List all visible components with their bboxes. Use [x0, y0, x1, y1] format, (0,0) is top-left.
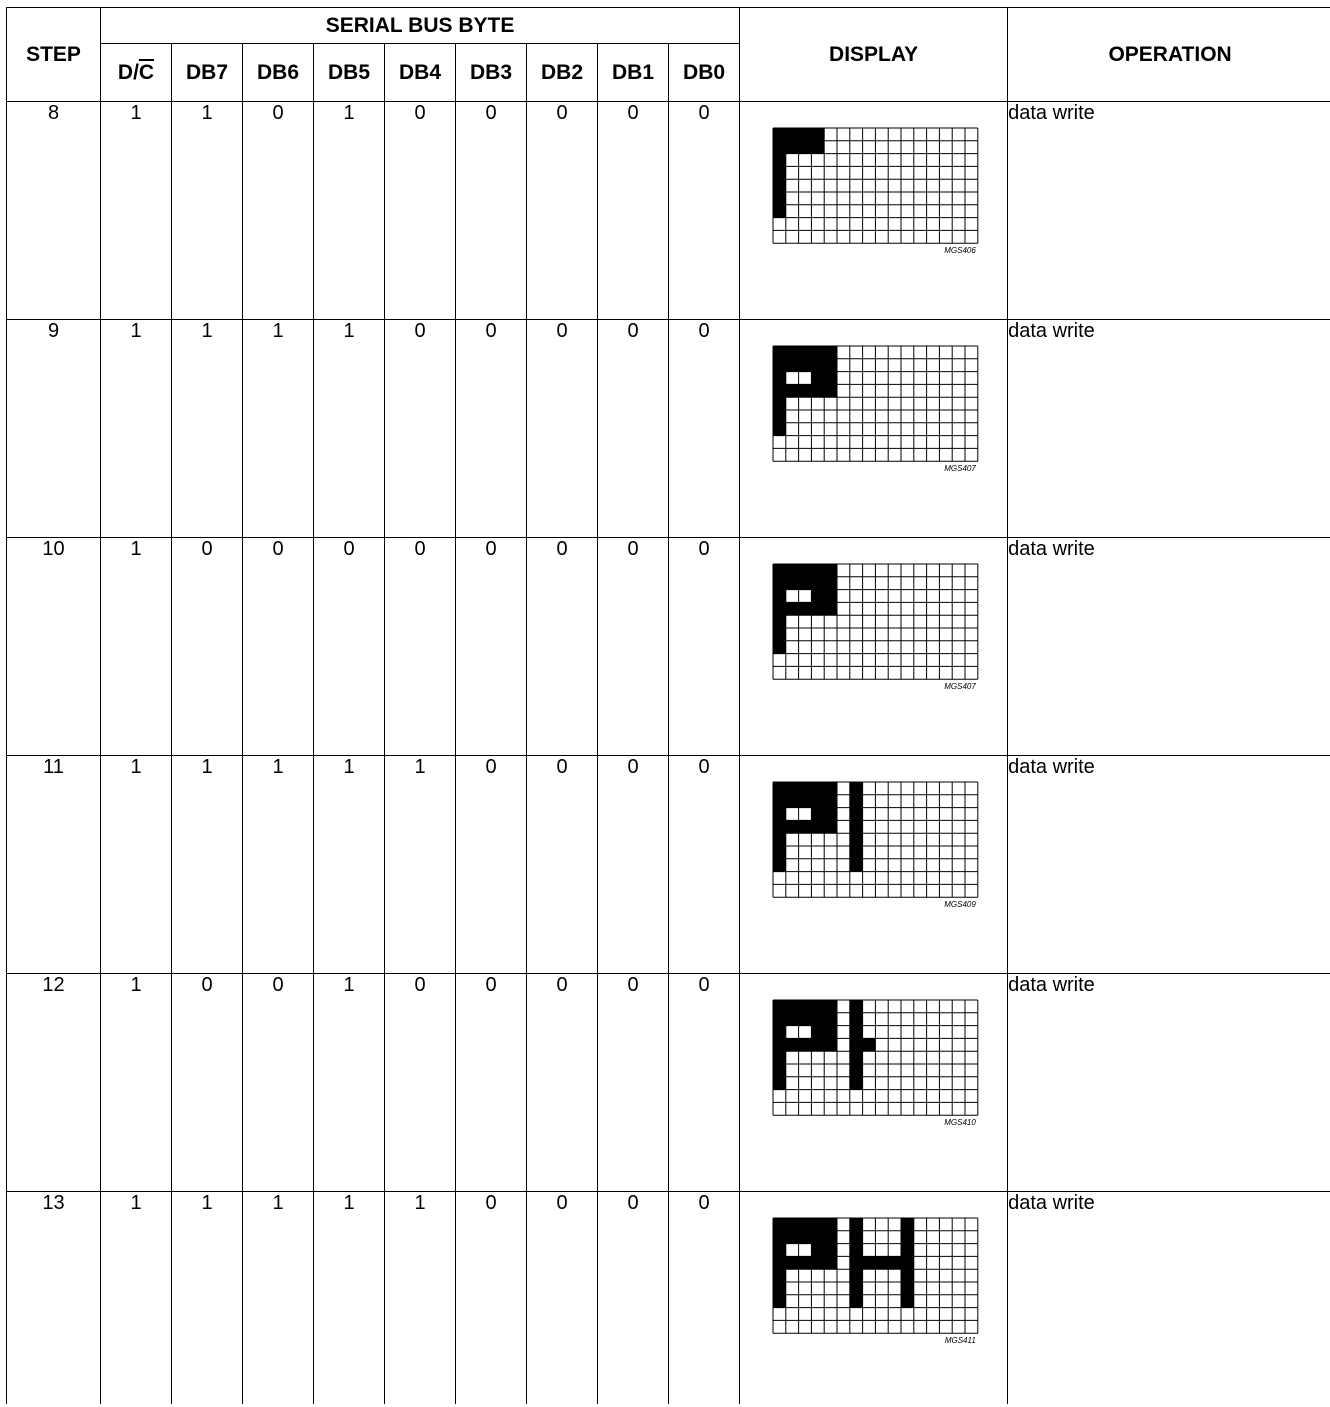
lcd-pixel-on [850, 1064, 863, 1077]
header-operation: OPERATION [1008, 8, 1330, 102]
lcd-pixel-on [901, 1295, 914, 1308]
lcd-pixel-on [850, 833, 863, 846]
db0-cell: 0 [669, 102, 740, 320]
lcd-pixel-on [850, 1295, 863, 1308]
lcd-pixel-on [901, 1244, 914, 1257]
lcd-pixel-on [786, 346, 799, 359]
lcd-pixel-on [799, 359, 812, 372]
lcd-pixel-on [773, 128, 786, 141]
db0-cell: 0 [669, 320, 740, 538]
db6-cell: 0 [243, 538, 314, 756]
header-db3: DB3 [456, 44, 527, 102]
header-dc [101, 44, 172, 102]
lcd-pixel-on [773, 1244, 786, 1257]
lcd-pixel-on [799, 795, 812, 808]
lcd-pixel-on [811, 1038, 824, 1051]
lcd-pixel-on [811, 808, 824, 821]
lcd-pixel-on [799, 1013, 812, 1026]
lcd-pixel-on [773, 141, 786, 154]
display-figure-label: MGS410 [944, 1118, 976, 1128]
lcd-pixel-on [799, 782, 812, 795]
db1-cell: 0 [598, 1192, 669, 1404]
dc-cell: 1 [101, 974, 172, 1192]
step-cell: 8 [7, 102, 101, 320]
lcd-pixel-on [824, 1231, 837, 1244]
step-cell: 13 [7, 1192, 101, 1404]
display-figure-label: MGS409 [944, 900, 976, 910]
lcd-pixel-on [811, 384, 824, 397]
lcd-pixel-on [773, 808, 786, 821]
lcd-pixel-on [786, 1256, 799, 1269]
db0-cell: 0 [669, 538, 740, 756]
lcd-pixel-on [850, 1282, 863, 1295]
lcd-pixel-on [811, 782, 824, 795]
lcd-pixel-on [773, 795, 786, 808]
lcd-pixel-on [850, 1269, 863, 1282]
header-db4: DB4 [385, 44, 456, 102]
lcd-pixel-on [824, 1038, 837, 1051]
lcd-pixel-on [773, 397, 786, 410]
lcd-pixel-on [786, 1000, 799, 1013]
db7-cell: 1 [172, 756, 243, 974]
lcd-pixel-on [850, 1256, 863, 1269]
lcd-pixel-on [773, 179, 786, 192]
lcd-pixel-on [773, 1218, 786, 1231]
header-dc-bar: $\overline{C}$ [138, 60, 155, 84]
lcd-pixel-on [850, 1077, 863, 1090]
lcd-pixel-on [811, 372, 824, 385]
db5-cell: 1 [314, 1192, 385, 1404]
display-figure-label: MGS406 [944, 246, 976, 256]
display-cell [740, 756, 1008, 974]
lcd-pixel-on [773, 1051, 786, 1064]
db1-cell: 0 [598, 320, 669, 538]
step-cell: 10 [7, 538, 101, 756]
lcd-pixel-on [850, 820, 863, 833]
step-cell: 12 [7, 974, 101, 1192]
lcd-pixel-on [901, 1269, 914, 1282]
table-row [7, 102, 1330, 320]
db4-cell: 0 [385, 538, 456, 756]
operation-cell: data write [1008, 538, 1330, 756]
lcd-pixel-on [811, 346, 824, 359]
db5-cell: 1 [314, 320, 385, 538]
lcd-pixel-on [773, 615, 786, 628]
lcd-pixel-on [850, 1244, 863, 1257]
db6-cell: 1 [243, 756, 314, 974]
lcd-pixel-on [811, 564, 824, 577]
db2-cell: 0 [527, 1192, 598, 1404]
table-row [7, 1192, 1330, 1404]
lcd-pixel-on [811, 795, 824, 808]
lcd-pixel-on [773, 641, 786, 654]
lcd-pixel-on [901, 1282, 914, 1295]
lcd-pixel-on [901, 1231, 914, 1244]
lcd-pixel-on [850, 1000, 863, 1013]
lcd-pixel-on [773, 1026, 786, 1039]
lcd-pixel-on [824, 1026, 837, 1039]
lcd-pixel-on [824, 1218, 837, 1231]
header-db6: DB6 [243, 44, 314, 102]
lcd-pixel-on [786, 577, 799, 590]
lcd-pixel-on [773, 833, 786, 846]
lcd-pixel-on [824, 820, 837, 833]
db3-cell: 0 [456, 320, 527, 538]
table-row [7, 538, 1330, 756]
lcd-pixel-on [824, 359, 837, 372]
db2-cell: 0 [527, 102, 598, 320]
lcd-pixel-on [786, 1038, 799, 1051]
lcd-pixel-on [850, 859, 863, 872]
lcd-pixel-on [824, 372, 837, 385]
lcd-pixel-on [863, 1038, 876, 1051]
header-db0: DB0 [669, 44, 740, 102]
lcd-pixel-on [786, 141, 799, 154]
step-cell: 9 [7, 320, 101, 538]
db2-cell: 0 [527, 320, 598, 538]
lcd-pixel-on [901, 1256, 914, 1269]
db5-cell: 1 [314, 974, 385, 1192]
lcd-pixel-on [799, 128, 812, 141]
db7-cell: 1 [172, 320, 243, 538]
display-figure-label: MGS411 [944, 1336, 976, 1346]
display-cell [740, 102, 1008, 320]
lcd-pixel-on [786, 820, 799, 833]
lcd-pixel-on [824, 1013, 837, 1026]
lcd-pixel-on [888, 1256, 901, 1269]
db5-cell: 0 [314, 538, 385, 756]
lcd-pixel-on [773, 1295, 786, 1308]
display-cell [740, 538, 1008, 756]
lcd-pixel-on [811, 577, 824, 590]
lcd-pixel-on [811, 1256, 824, 1269]
lcd-pixel-on [773, 192, 786, 205]
db7-cell: 1 [172, 102, 243, 320]
lcd-pixel-on [824, 1000, 837, 1013]
lcd-pixel-on [786, 384, 799, 397]
lcd-pixel-on [850, 1026, 863, 1039]
lcd-pixel-on [850, 1051, 863, 1064]
lcd-pixel-on [811, 602, 824, 615]
db4-cell: 0 [385, 102, 456, 320]
lcd-pixel-on [773, 628, 786, 641]
dc-cell: 1 [101, 102, 172, 320]
db1-cell: 0 [598, 756, 669, 974]
lcd-pixel-on [811, 1000, 824, 1013]
db4-cell: 1 [385, 1192, 456, 1404]
lcd-pixel-on [811, 141, 824, 154]
lcd-pixel-on [773, 1000, 786, 1013]
db0-cell: 0 [669, 1192, 740, 1404]
lcd-pixel-on [811, 359, 824, 372]
lcd-pixel-on [799, 1256, 812, 1269]
db6-cell: 1 [243, 320, 314, 538]
lcd-pixel-on [786, 128, 799, 141]
lcd-pixel-on [786, 359, 799, 372]
lcd-pixel-display [772, 127, 982, 262]
lcd-pixel-on [773, 1231, 786, 1244]
lcd-pixel-on [786, 1013, 799, 1026]
lcd-pixel-on [811, 1218, 824, 1231]
lcd-pixel-on [799, 1231, 812, 1244]
lcd-pixel-on [811, 820, 824, 833]
lcd-pixel-display [772, 563, 982, 698]
header-step: STEP [7, 8, 101, 102]
db5-cell: 1 [314, 102, 385, 320]
db0-cell: 0 [669, 756, 740, 974]
operation-cell: data write [1008, 756, 1330, 974]
lcd-pixel-on [773, 602, 786, 615]
step-cell: 11 [7, 756, 101, 974]
lcd-pixel-on [799, 564, 812, 577]
dc-cell: 1 [101, 538, 172, 756]
lcd-pixel-on [901, 1218, 914, 1231]
lcd-pixel-on [786, 602, 799, 615]
lcd-pixel-on [850, 795, 863, 808]
lcd-pixel-on [850, 1013, 863, 1026]
lcd-pixel-display [772, 781, 982, 916]
db4-cell: 0 [385, 320, 456, 538]
header-db5: DB5 [314, 44, 385, 102]
db1-cell: 0 [598, 102, 669, 320]
lcd-pixel-on [799, 1218, 812, 1231]
dc-cell: 1 [101, 756, 172, 974]
lcd-pixel-on [824, 808, 837, 821]
lcd-pixel-on [824, 795, 837, 808]
lcd-pixel-on [773, 1269, 786, 1282]
db2-cell: 0 [527, 974, 598, 1192]
operation-cell: data write [1008, 320, 1330, 538]
lcd-pixel-display [772, 345, 982, 480]
db2-cell: 0 [527, 538, 598, 756]
lcd-pixel-on [786, 1231, 799, 1244]
lcd-pixel-on [875, 1256, 888, 1269]
operation-cell: data write [1008, 974, 1330, 1192]
lcd-pixel-on [773, 564, 786, 577]
lcd-pixel-on [850, 1218, 863, 1231]
lcd-pixel-on [773, 384, 786, 397]
lcd-pixel-on [824, 564, 837, 577]
operation-cell: data write [1008, 102, 1330, 320]
lcd-pixel-on [773, 423, 786, 436]
lcd-pixel-on [811, 590, 824, 603]
lcd-pixel-on [799, 602, 812, 615]
display-figure-label: MGS407 [944, 682, 976, 692]
db4-cell: 0 [385, 974, 456, 1192]
lcd-pixel-on [824, 1244, 837, 1257]
table-row [7, 320, 1330, 538]
lcd-pixel-on [850, 1231, 863, 1244]
lcd-pixel-on [824, 577, 837, 590]
db3-cell: 0 [456, 974, 527, 1192]
lcd-pixel-on [773, 1256, 786, 1269]
table-row [7, 974, 1330, 1192]
display-cell [740, 974, 1008, 1192]
db6-cell: 1 [243, 1192, 314, 1404]
db3-cell: 0 [456, 756, 527, 974]
lcd-pixel-on [773, 590, 786, 603]
db6-cell: 0 [243, 974, 314, 1192]
header-serial-bus-byte: SERIAL BUS BYTE [101, 8, 740, 44]
header-db1: DB1 [598, 44, 669, 102]
lcd-pixel-on [773, 859, 786, 872]
lcd-pixel-on [850, 808, 863, 821]
lcd-pixel-on [811, 128, 824, 141]
db3-cell: 0 [456, 1192, 527, 1404]
db1-cell: 0 [598, 974, 669, 1192]
lcd-pixel-on [773, 782, 786, 795]
header-db2: DB2 [527, 44, 598, 102]
lcd-pixel-on [773, 359, 786, 372]
lcd-pixel-on [773, 372, 786, 385]
lcd-pixel-on [799, 346, 812, 359]
lcd-pixel-on [773, 166, 786, 179]
lcd-pixel-on [850, 846, 863, 859]
lcd-pixel-on [773, 1038, 786, 1051]
lcd-pixel-on [799, 1000, 812, 1013]
lcd-pixel-on [811, 1231, 824, 1244]
lcd-pixel-on [799, 1038, 812, 1051]
db4-cell: 1 [385, 756, 456, 974]
lcd-pixel-on [824, 346, 837, 359]
dc-cell: 1 [101, 320, 172, 538]
lcd-pixel-on [786, 1218, 799, 1231]
lcd-pixel-on [811, 1244, 824, 1257]
db5-cell: 1 [314, 756, 385, 974]
header-display: DISPLAY [740, 8, 1008, 102]
lcd-pixel-on [786, 564, 799, 577]
lcd-pixel-on [824, 602, 837, 615]
display-figure-label: MGS407 [944, 464, 976, 474]
lcd-pixel-on [773, 1064, 786, 1077]
table-row [7, 756, 1330, 974]
lcd-pixel-on [824, 1256, 837, 1269]
db0-cell: 0 [669, 974, 740, 1192]
lcd-pixel-on [824, 782, 837, 795]
lcd-pixel-on [850, 782, 863, 795]
lcd-pixel-on [773, 410, 786, 423]
lcd-pixel-on [799, 141, 812, 154]
lcd-pixel-on [786, 782, 799, 795]
db7-cell: 1 [172, 1192, 243, 1404]
lcd-pixel-on [799, 384, 812, 397]
lcd-pixel-display [772, 999, 982, 1134]
display-cell [740, 320, 1008, 538]
header-db7: DB7 [172, 44, 243, 102]
lcd-pixel-on [773, 1077, 786, 1090]
lcd-pixel-on [824, 590, 837, 603]
lcd-pixel-on [773, 1282, 786, 1295]
operation-cell: data write [1008, 1192, 1330, 1404]
db7-cell: 0 [172, 974, 243, 1192]
db6-cell: 0 [243, 102, 314, 320]
db7-cell: 0 [172, 538, 243, 756]
lcd-pixel-on [773, 1013, 786, 1026]
lcd-pixel-on [773, 820, 786, 833]
lcd-pixel-on [773, 346, 786, 359]
lcd-pixel-on [811, 1013, 824, 1026]
lcd-pixel-on [773, 577, 786, 590]
lcd-pixel-on [773, 846, 786, 859]
db1-cell: 0 [598, 538, 669, 756]
lcd-pixel-on [799, 577, 812, 590]
lcd-pixel-on [773, 205, 786, 218]
lcd-pixel-display [772, 1217, 982, 1352]
db3-cell: 0 [456, 102, 527, 320]
dc-cell: 1 [101, 1192, 172, 1404]
db2-cell: 0 [527, 756, 598, 974]
lcd-pixel-on [786, 795, 799, 808]
lcd-pixel-on [799, 820, 812, 833]
lcd-pixel-on [850, 1038, 863, 1051]
lcd-pixel-on [863, 1256, 876, 1269]
lcd-pixel-on [811, 1026, 824, 1039]
display-cell [740, 1192, 1008, 1404]
serial-bus-sequence-table [6, 7, 1330, 1404]
lcd-pixel-on [773, 154, 786, 167]
db3-cell: 0 [456, 538, 527, 756]
header-dc-prefix: D/ [117, 60, 139, 84]
lcd-pixel-on [824, 384, 837, 397]
